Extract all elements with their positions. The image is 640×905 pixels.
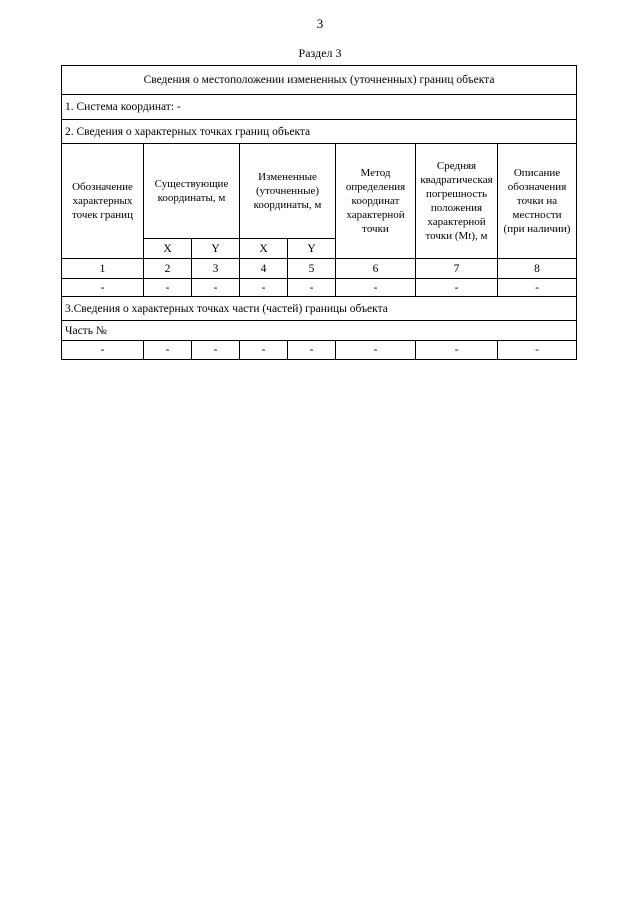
column-number: 8	[498, 259, 577, 279]
boundary-table	[61, 65, 577, 360]
header-existing-x: X	[144, 239, 192, 259]
table-cell: -	[192, 341, 240, 360]
table-cell: -	[416, 279, 498, 297]
header-changed-y: Y	[288, 239, 336, 259]
column-number: 4	[240, 259, 288, 279]
page-number: 3	[316, 16, 324, 31]
table-cell: -	[416, 341, 498, 360]
table-cell: -	[336, 341, 416, 360]
part-points-section-header: 3.Сведения о характерных точках части (частей) границы объекта	[62, 297, 577, 321]
table-cell: -	[240, 341, 288, 360]
points-section-header: 2. Сведения о характерных точках границ объекта	[62, 120, 577, 144]
table-cell: -	[288, 341, 336, 360]
table-cell: -	[498, 279, 577, 297]
header-existing-y: Y	[192, 239, 240, 259]
table-cell: -	[240, 279, 288, 297]
column-numbers-row	[62, 259, 577, 279]
table-cell: -	[498, 341, 577, 360]
table-cell: -	[192, 279, 240, 297]
table-cell: -	[336, 279, 416, 297]
header-changed-x: X	[240, 239, 288, 259]
table-cell: -	[62, 341, 144, 360]
part-number-label: Часть №	[62, 321, 577, 341]
table-row	[62, 279, 577, 297]
header-designation: Обозначение характерных точек границ	[62, 144, 144, 259]
header-method: Метод определения координат характерной точки	[336, 144, 416, 259]
header-changed-coords: Измененные (уточненные) координаты, м	[240, 144, 336, 239]
table-title: Сведения о местоположении измененных (уточненных) границ объекта	[62, 66, 577, 95]
column-number: 7	[416, 259, 498, 279]
column-number: 5	[288, 259, 336, 279]
column-number: 2	[144, 259, 192, 279]
table-cell: -	[144, 341, 192, 360]
column-number: 6	[336, 259, 416, 279]
header-existing-coords: Существующие координаты, м	[144, 144, 240, 239]
table-row	[62, 341, 577, 360]
coordinate-system: 1. Система координат: -	[62, 95, 577, 120]
table-cell: -	[288, 279, 336, 297]
header-error: Средняя квадратическая погрешность положения характерной точки (Mt), м	[416, 144, 498, 259]
table-cell: -	[62, 279, 144, 297]
header-description: Описание обозначения точки на местности (при наличии)	[498, 144, 577, 259]
table-cell: -	[144, 279, 192, 297]
column-number: 1	[62, 259, 144, 279]
section-title: Раздел 3	[298, 46, 342, 60]
column-number: 3	[192, 259, 240, 279]
